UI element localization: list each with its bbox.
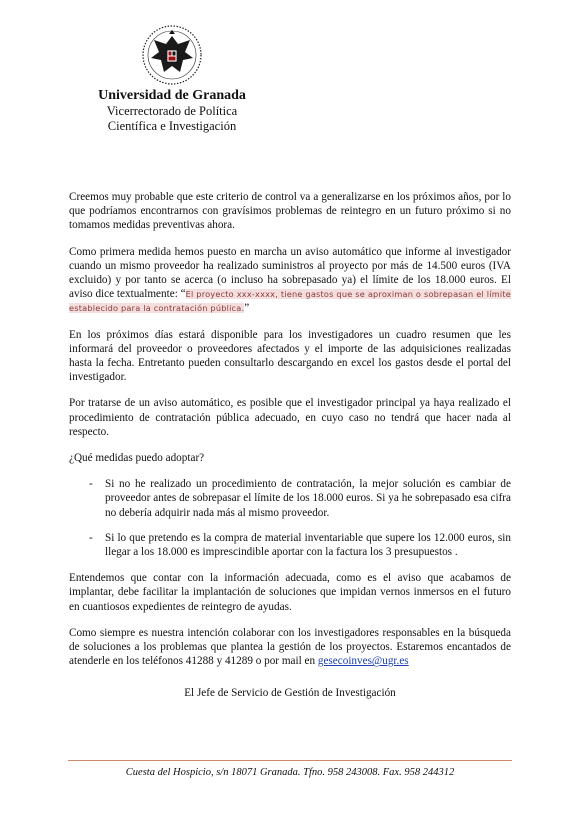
list-item xyxy=(69,477,511,520)
university-crest-icon xyxy=(139,24,205,86)
measures-list xyxy=(69,477,511,559)
paragraph-5: Entendemos que contar con la información adecuada, como es el aviso que acabamos de implantar, debe facilitar la implantación de soluciones que impidan vernos inmersos en el futuro en cuantiosos expedientes de reintegro de ayudas. xyxy=(69,572,511,613)
paragraph-6 xyxy=(69,626,511,669)
list-item-text: Si lo que pretendo es la compra de material inventariable que supere los 12.000 euros, sin llegar a los 18.000 es imprescindible aportar con la factura los 3 presupuestos . xyxy=(105,531,511,559)
paragraph-1: Creemos muy probable que este criterio de control va a generalizarse en los próximos años, por lo que podríamos encontrarnos con gravísimos problemas de reintegro en un futuro próximo si no tomamos medidas preventivas ahora. xyxy=(69,191,511,232)
quote-close: ” xyxy=(244,302,250,315)
paragraph-3: En los próximos días estará disponible para los investigadores un cuadro resumen que les informará del proveedor o proveedores afectados y el importe de las adquisiciones realizadas hasta la fecha. Entretanto pueden consultarlo descargando en excel los gastos desde el portal del investigador. xyxy=(69,328,511,384)
institution-name: Universidad de Granada xyxy=(98,88,246,103)
footer-address: Cuesta del Hospicio, s/n 18071 Granada. Tfno. 958 243008. Fax. 958 244312 xyxy=(125,767,455,778)
question-heading: ¿Qué medidas puedo adoptar? xyxy=(69,452,205,465)
department-line-1: Vicerrectorado de Política xyxy=(106,104,238,118)
contact-email-link[interactable]: gesecoinves@ugr.es xyxy=(317,655,409,668)
paragraph-2-text: Como primera medida hemos puesto en marcha un aviso automático que informe al investigador cuando un mismo proveedor ha realizado suministros al proyecto por más de 14.500 euros (IVA excluido) y por tanto se acerca (o incluso ha sobrepasado ya) el límite de los 18.000 euros. El aviso dice textualmente: “ xyxy=(69,245,511,301)
paragraph-2 xyxy=(69,245,511,316)
letterhead xyxy=(72,24,272,134)
letter-body xyxy=(69,190,511,680)
list-dash: - xyxy=(89,531,93,544)
department-line-2: Científica e Investigación xyxy=(107,119,237,133)
list-item-text: Si no he realizado un procedimiento de contratación, la mejor solución es cambiar de proveedor antes de sobrepasar el límite de los 18.000 euros. Si ya he sobrepasado esa cifra no debería adquirir nada más al mismo proveedor. xyxy=(105,478,511,519)
paragraph-4: Por tratarse de un aviso automático, es posible que el investigador principal ya haya realizado el procedimiento de contratación pública adecuado, en cuyo caso no tendrá que hacer nada al respecto. xyxy=(69,397,511,438)
footer-divider xyxy=(68,760,512,761)
list-dash: - xyxy=(89,478,93,491)
list-item xyxy=(69,531,511,559)
paragraph-6-text: Como siempre es nuestra intención colaborar con los investigadores responsables en la búsqueda de soluciones a los problemas que plantea la gestión de los proyectos. Estaremos encantados de atenderle en los teléfonos 41288 y 41289 o por mail en xyxy=(69,626,511,668)
automatic-notice-quote: El proyecto xxx-xxxx, tiene gastos que se aproximan o sobrepasan el límite establecido para la contratación pública. xyxy=(69,289,511,314)
signature-line: El Jefe de Servicio de Gestión de Investigación xyxy=(184,687,396,699)
